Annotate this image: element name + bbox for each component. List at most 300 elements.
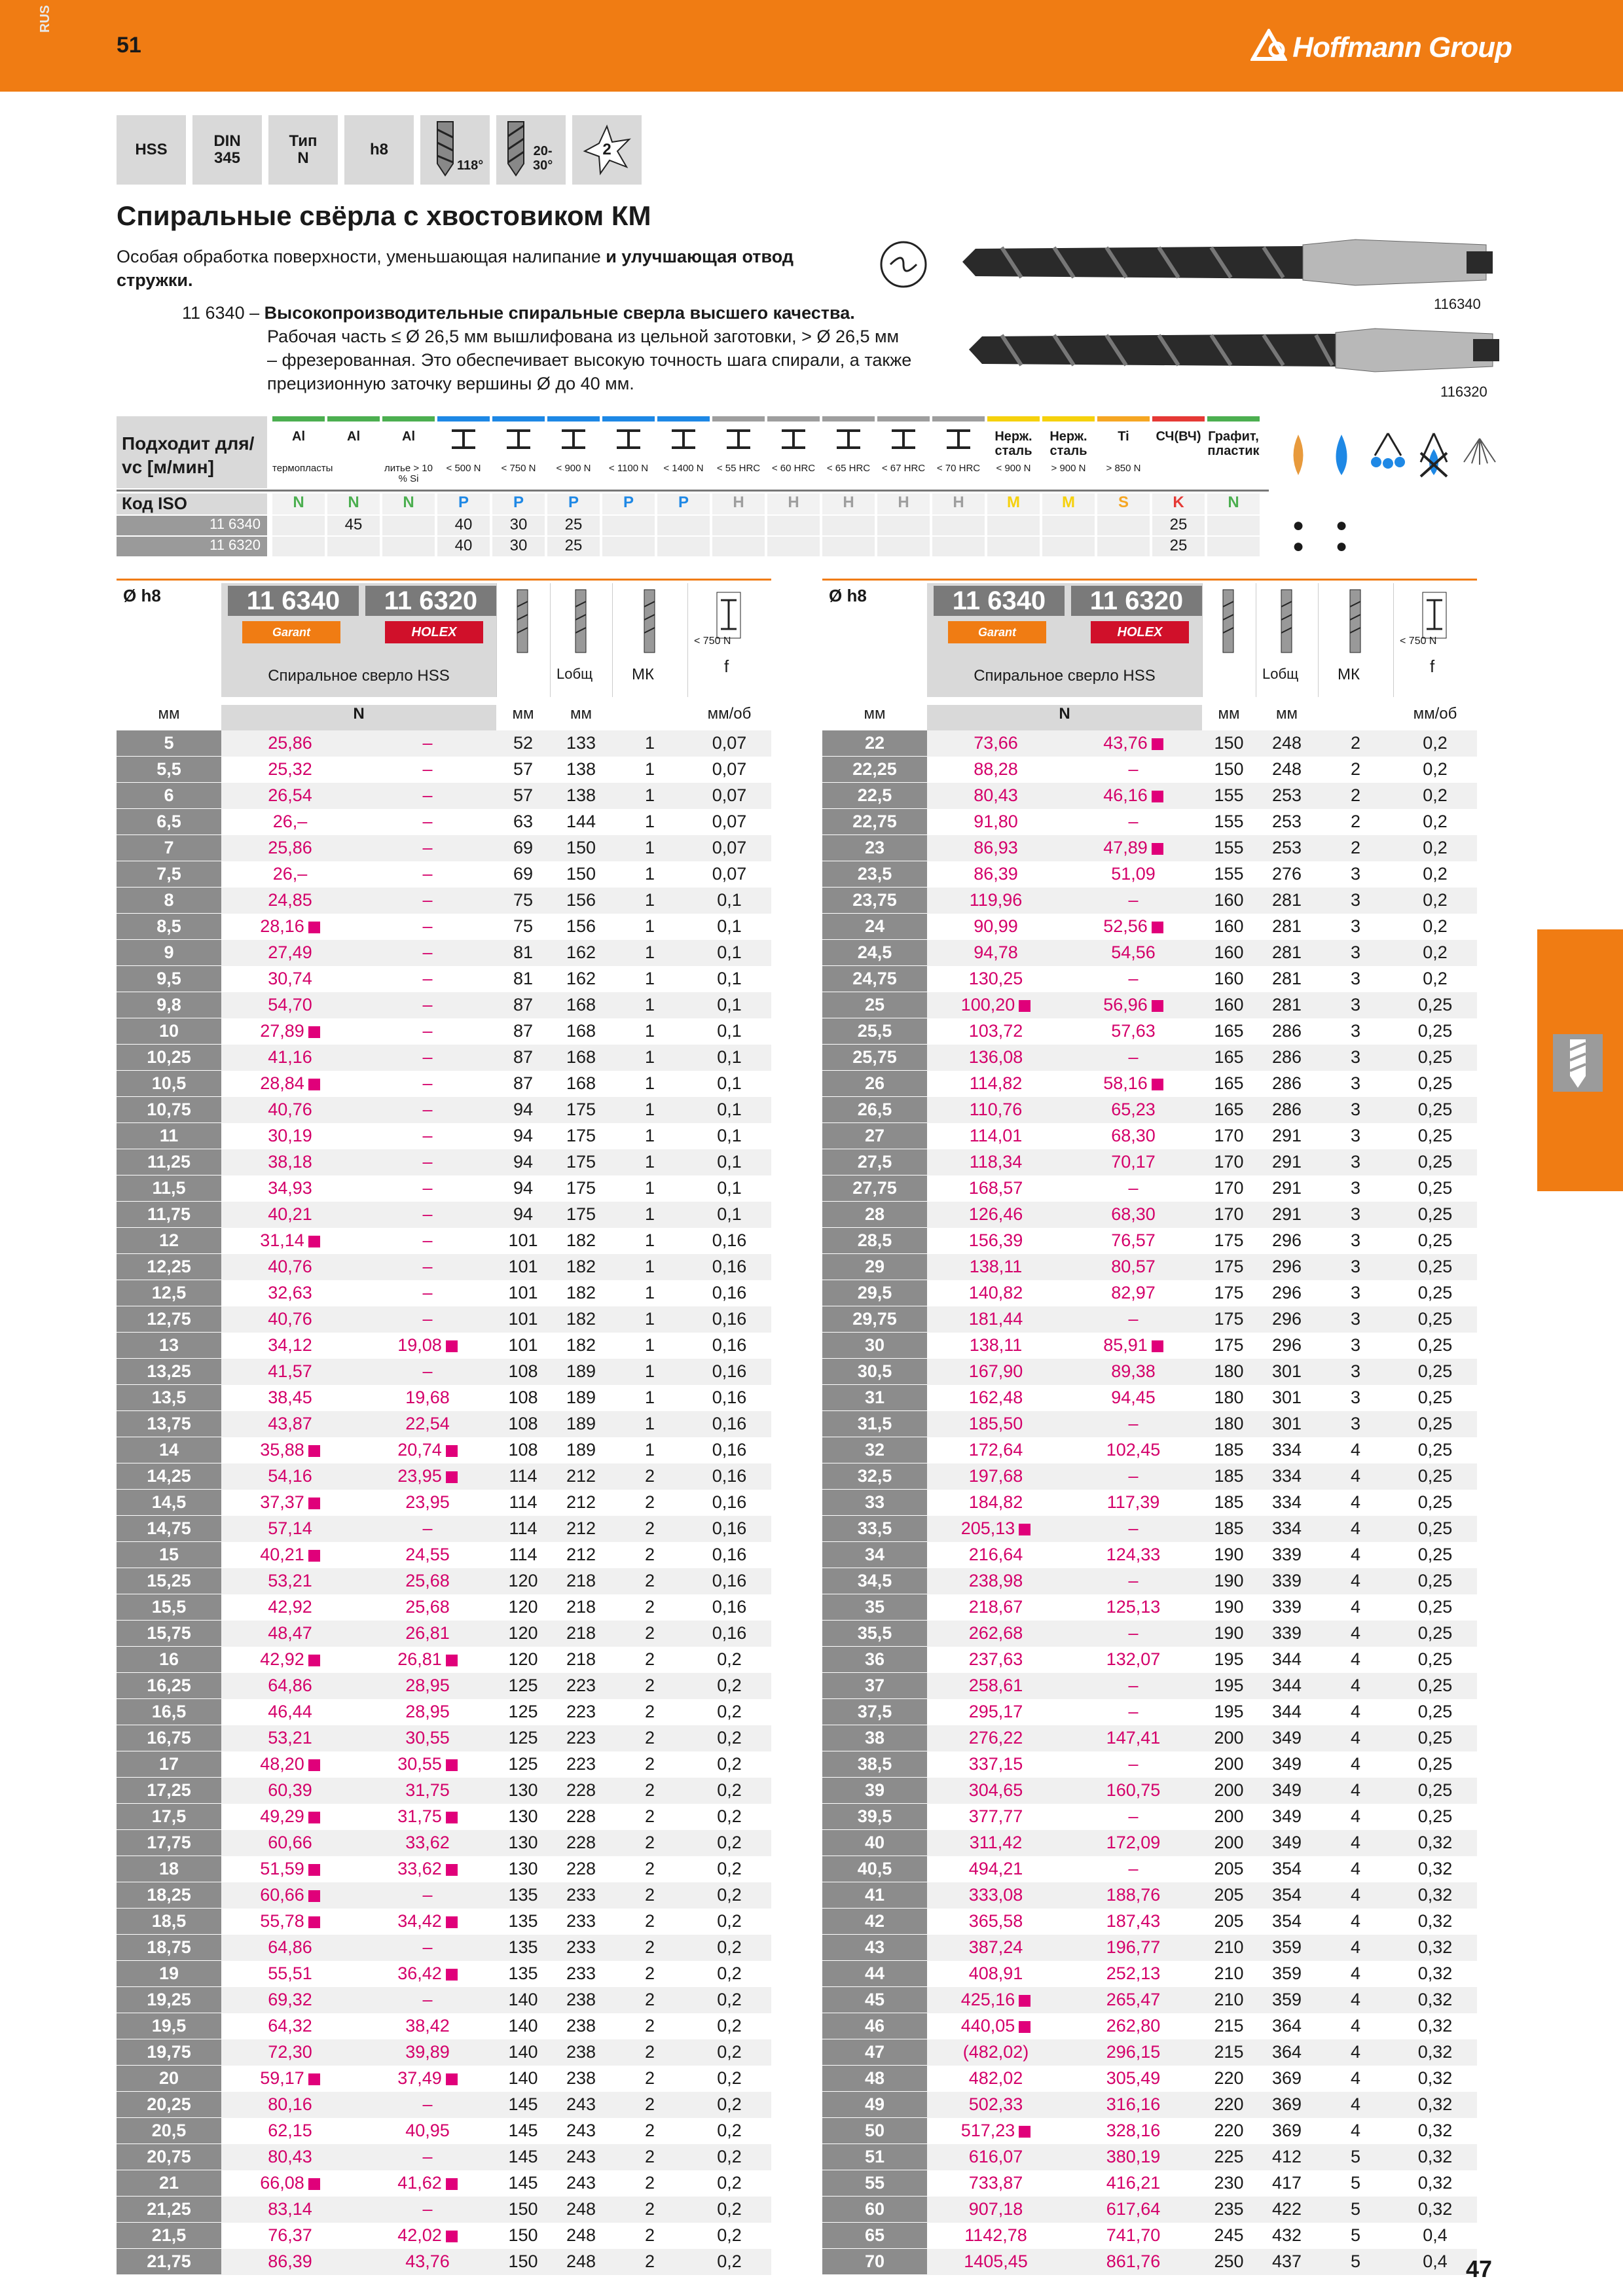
feed-cell <box>687 861 771 888</box>
overall-length-cell <box>550 2092 612 2118</box>
cell-text: 114,82 <box>969 1073 1023 1093</box>
cell-text: 23 <box>864 838 885 857</box>
morse-taper-cell <box>1318 2144 1393 2170</box>
diameter-cell <box>117 1359 221 1385</box>
price-116340-cell <box>927 1647 1065 1673</box>
cell-text: – <box>1128 1859 1139 1878</box>
diameter-cell <box>117 966 221 992</box>
cell-text: – <box>1128 1676 1139 1695</box>
cell-text: 22,75 <box>852 812 897 831</box>
cell-text: 2 <box>644 2147 655 2166</box>
cell-text: 175 <box>1214 1257 1244 1276</box>
cell-text: 387,24 <box>968 1937 1023 1957</box>
cell-text: 218 <box>566 1597 596 1617</box>
price-116320-cell <box>359 1490 496 1516</box>
cell-text: – <box>422 890 433 910</box>
price-116320-cell <box>359 809 496 835</box>
cell-text: 218 <box>566 1649 596 1669</box>
cell-text: 120 <box>508 1571 538 1590</box>
feed-cell <box>687 1751 771 1778</box>
price-116320-cell <box>359 1882 496 1909</box>
cell-text: 0,32 <box>1417 2199 1453 2219</box>
cell-text: 238 <box>566 2068 596 2088</box>
overall-length-cell <box>550 2013 612 2039</box>
cell-text: 18 <box>158 1859 179 1878</box>
cell-text: 245 <box>1214 2225 1244 2245</box>
cell-text: 238 <box>566 2042 596 2062</box>
cell-text: 23,95 <box>405 1492 450 1512</box>
flute-length-cell <box>496 914 550 940</box>
flute-length-cell <box>496 2066 550 2092</box>
price-116320-cell <box>359 861 496 888</box>
price-116320-cell <box>1065 1830 1202 1856</box>
cell-text: – <box>422 838 433 857</box>
cell-text: 130 <box>508 1833 538 1852</box>
morse-taper-cell <box>612 835 687 861</box>
flute-length-cell <box>496 1411 550 1437</box>
overall-length-cell <box>550 1228 612 1254</box>
flute-length-cell <box>496 1961 550 1987</box>
morse-taper-cell <box>612 2092 687 2118</box>
cell-text: 0,2 <box>717 2251 742 2271</box>
table-row <box>822 940 1477 966</box>
morse-taper-cell <box>1318 730 1393 757</box>
stock-marker-icon <box>308 1890 320 1902</box>
price-116340-cell <box>221 2249 359 2275</box>
feed-cell <box>1393 1306 1477 1333</box>
cell-text: 2 <box>644 1859 655 1878</box>
morse-taper-cell <box>1318 2066 1393 2092</box>
cell-text: 0,2 <box>1423 759 1448 779</box>
cell-text: 27,49 <box>268 942 312 962</box>
cell-text: 168,57 <box>968 1178 1023 1198</box>
table-row <box>117 2118 771 2144</box>
cell-text: 21 <box>158 2173 179 2193</box>
overall-length-cell <box>1256 1228 1318 1254</box>
cell-text: 19,25 <box>147 1990 191 2009</box>
morse-taper-cell <box>1318 1071 1393 1097</box>
feed-cell <box>1393 1882 1477 1909</box>
price-116320-cell <box>359 1778 496 1804</box>
cell-text: 87 <box>513 1021 534 1041</box>
price-116320-cell <box>1065 2197 1202 2223</box>
price-116340-cell <box>927 2118 1065 2144</box>
cell-text: 1 <box>644 942 655 962</box>
cell-text: 281 <box>1271 995 1302 1014</box>
cell-text: 0,16 <box>712 1283 747 1302</box>
price-116320-cell <box>1065 2066 1202 2092</box>
price-116320-cell <box>359 1909 496 1935</box>
drill-section-icon <box>1553 1034 1603 1092</box>
vc-value <box>767 537 820 556</box>
cell-text: – <box>1128 969 1139 988</box>
cell-text: 2 <box>644 2094 655 2114</box>
cell-text: 60,39 <box>268 1780 312 1800</box>
cell-text: 1142,78 <box>964 2225 1027 2245</box>
flute-length-cell <box>1202 1149 1256 1175</box>
cell-text: 182 <box>566 1230 596 1250</box>
stock-marker-icon <box>308 2073 320 2085</box>
cell-text: 3 <box>1350 1204 1361 1224</box>
cell-text: 1 <box>644 916 655 936</box>
table-row <box>822 2144 1477 2170</box>
cell-text: 160 <box>1214 916 1244 936</box>
cell-text: 156 <box>566 916 596 936</box>
flute-length-cell <box>496 1699 550 1725</box>
cell-text: 0,25 <box>1417 1073 1453 1093</box>
feed-cell <box>687 1228 771 1254</box>
vc-value <box>382 516 435 535</box>
cell-text: 200 <box>1214 1806 1244 1826</box>
cell-text: 138 <box>566 759 596 779</box>
cell-text: 43,76 <box>1103 733 1148 753</box>
table-row <box>117 914 771 940</box>
morse-taper-cell <box>612 1594 687 1621</box>
vc-value: 30 <box>492 516 545 535</box>
price-116340-cell <box>927 1699 1065 1725</box>
feed-cell <box>687 1856 771 1882</box>
cell-text: 4 <box>1350 1911 1361 1931</box>
table-row <box>822 1411 1477 1437</box>
overall-length-cell <box>1256 757 1318 783</box>
feed-cell <box>687 2197 771 2223</box>
feed-cell <box>1393 1385 1477 1411</box>
brand-name: Hoffmann Group <box>1292 31 1512 63</box>
morse-taper-cell <box>612 1830 687 1856</box>
holex-logo: HOLEX <box>1091 621 1189 643</box>
iso-code: M <box>1042 493 1095 514</box>
cell-text: 1 <box>644 1414 655 1433</box>
cell-text: 1 <box>644 1178 655 1198</box>
flute-length-cell <box>1202 2249 1256 2275</box>
steel-profile-icon <box>889 428 918 450</box>
cell-text: 0,16 <box>712 1597 747 1617</box>
flute-length-cell <box>496 1280 550 1306</box>
table-row <box>822 914 1477 940</box>
flute-length-cell <box>496 1123 550 1149</box>
cell-text: 125 <box>508 1676 538 1695</box>
flute-length-cell <box>496 1463 550 1490</box>
overall-length-cell <box>1256 1385 1318 1411</box>
price-116320-cell <box>1065 1882 1202 1909</box>
mk-label: МК <box>1338 666 1360 683</box>
cell-text: 24,55 <box>405 1545 450 1564</box>
vc-value <box>1207 537 1260 556</box>
cell-text: 4 <box>1350 1833 1361 1852</box>
cell-text: 233 <box>566 1885 596 1905</box>
morse-taper-cell <box>1318 1123 1393 1149</box>
cell-text: 0,32 <box>1417 1911 1453 1931</box>
price-116320-cell <box>359 966 496 992</box>
cell-text: 339 <box>1271 1597 1302 1617</box>
cell-text: 140 <box>508 2042 538 2062</box>
flute-length-cell <box>1202 835 1256 861</box>
matrix-col-subtitle: < 900 N <box>996 463 1031 474</box>
diameter-cell <box>117 2170 221 2197</box>
cell-text: 233 <box>566 1937 596 1957</box>
morse-taper-cell <box>1318 1935 1393 1961</box>
price-116320-cell <box>1065 1359 1202 1385</box>
cell-text: 7,5 <box>156 864 181 884</box>
cell-text: 185 <box>1214 1518 1244 1538</box>
cell-text: 304,65 <box>968 1780 1023 1800</box>
overall-length-icon <box>568 587 594 659</box>
cell-text: 175 <box>1214 1309 1244 1329</box>
morse-taper-cell <box>612 1516 687 1542</box>
cell-text: 0,25 <box>1417 1440 1453 1460</box>
table-row <box>822 2249 1477 2275</box>
cell-text: 0,16 <box>712 1361 747 1381</box>
cell-text: 53,21 <box>268 1571 312 1590</box>
cell-text: 138,11 <box>969 1335 1023 1355</box>
cell-text: 185 <box>1214 1440 1244 1460</box>
price-116320-cell <box>359 1333 496 1359</box>
cell-text: 57,63 <box>1111 1021 1156 1041</box>
cell-text: 3 <box>1350 1126 1361 1145</box>
diameter-cell <box>117 2144 221 2170</box>
overall-length-cell <box>1256 730 1318 757</box>
price-116340-cell <box>927 1202 1065 1228</box>
diameter-cell <box>117 1987 221 2013</box>
cell-text: 38,42 <box>405 2016 450 2036</box>
cell-text: – <box>422 812 433 831</box>
matrix-label-top: Подходит для/ <box>122 433 255 454</box>
coolant-dot: ● <box>1336 514 1348 536</box>
cell-text: 125 <box>508 1728 538 1748</box>
table-row <box>822 1097 1477 1123</box>
iso-code: N <box>1207 493 1260 514</box>
cell-text: 57 <box>513 759 534 779</box>
morse-taper-cell <box>612 2223 687 2249</box>
cell-text: 1 <box>644 1204 655 1224</box>
cell-text: 2 <box>644 1937 655 1957</box>
price-116340-cell <box>927 1463 1065 1490</box>
cell-text: 212 <box>566 1545 596 1564</box>
cell-text: 168 <box>566 1021 596 1041</box>
cell-text: 3 <box>1350 969 1361 988</box>
morse-taper-cell <box>612 783 687 809</box>
cell-text: 52,56 <box>1103 916 1148 936</box>
cell-text: 0,25 <box>1417 1257 1453 1276</box>
cell-text: 16 <box>158 1649 179 1669</box>
table-row <box>822 1254 1477 1280</box>
cell-text: 733,87 <box>968 2173 1023 2193</box>
price-116340-cell <box>221 1699 359 1725</box>
flute-length-cell <box>496 1725 550 1751</box>
stock-marker-icon <box>1152 791 1163 802</box>
flute-length-cell <box>1202 966 1256 992</box>
cell-text: 0,16 <box>712 1623 747 1643</box>
matrix-col-subtitle: < 1400 N <box>663 463 704 474</box>
flute-length-cell <box>1202 2013 1256 2039</box>
cell-text: 189 <box>566 1388 596 1407</box>
flute-length-cell <box>496 1097 550 1123</box>
cell-text: 25,5 <box>857 1021 892 1041</box>
cell-text: 150 <box>508 2225 538 2245</box>
cell-text: 369 <box>1271 2068 1302 2088</box>
morse-taper-cell <box>1318 1175 1393 1202</box>
steel-profile-icon <box>944 428 973 450</box>
price-116340-cell <box>927 1228 1065 1254</box>
unit-len: мм <box>512 705 534 723</box>
cell-text: 200 <box>1214 1728 1244 1748</box>
price-116340-cell <box>927 1333 1065 1359</box>
price-116320-cell <box>359 1647 496 1673</box>
cell-text: 87 <box>513 1073 534 1093</box>
cell-text: 18,5 <box>151 1911 187 1931</box>
table-row <box>822 1018 1477 1045</box>
matrix-label-vc: vc [м/мин] <box>122 457 214 477</box>
cell-text: 30,74 <box>268 969 312 988</box>
feed-cell <box>687 1175 771 1202</box>
iso-label: Код ISO <box>117 493 267 514</box>
cell-text: 101 <box>508 1309 538 1329</box>
cell-text: 248 <box>1271 759 1302 779</box>
morse-taper-cell <box>1318 1306 1393 1333</box>
matrix-col-colorbar <box>1152 416 1205 422</box>
table-row <box>117 992 771 1018</box>
cell-text: 0,2 <box>1423 838 1448 857</box>
table-row <box>117 1778 771 1804</box>
price-116340-cell <box>927 888 1065 914</box>
cell-text: 11,25 <box>147 1152 191 1172</box>
overall-length-cell <box>550 1045 612 1071</box>
overall-length-cell <box>1256 1306 1318 1333</box>
feed-cell <box>1393 1228 1477 1254</box>
matrix-col-colorbar <box>712 416 765 422</box>
price-116340-cell <box>927 2066 1065 2092</box>
morse-taper-cell <box>612 1935 687 1961</box>
diameter-cell <box>822 1411 927 1437</box>
cell-text: 301 <box>1271 1414 1302 1433</box>
price-116320-cell <box>1065 1149 1202 1175</box>
cell-text: 2 <box>644 2251 655 2271</box>
morse-taper-cell <box>612 1280 687 1306</box>
cell-text: 22,25 <box>852 759 897 779</box>
cell-text: 26,81 <box>397 1649 442 1669</box>
cell-text: – <box>422 1990 433 2009</box>
price-116340-cell <box>927 1882 1065 1909</box>
price-116320-cell <box>1065 1490 1202 1516</box>
price-116320-cell <box>359 2118 496 2144</box>
cell-text: 30,55 <box>405 1728 450 1748</box>
badge-hss: HSS <box>117 115 186 185</box>
diameter-cell <box>822 1175 927 1202</box>
diameter-cell <box>822 1385 927 1411</box>
cell-text: 12,25 <box>147 1257 191 1276</box>
cell-text: 0,25 <box>1417 1152 1453 1172</box>
cell-text: 3 <box>1350 1257 1361 1276</box>
overall-length-cell <box>550 1175 612 1202</box>
table-row <box>822 1333 1477 1359</box>
morse-taper-cell <box>612 1725 687 1751</box>
cell-text: 0,25 <box>1417 1414 1453 1433</box>
cell-text: 85,91 <box>1103 1335 1148 1355</box>
cell-text: 250 <box>1214 2251 1244 2271</box>
price-116340-cell <box>221 1647 359 1673</box>
cell-text: 210 <box>1214 1990 1244 2009</box>
overall-length-cell <box>550 1673 612 1699</box>
stock-marker-icon <box>308 1445 320 1457</box>
cell-text: 0,2 <box>717 1964 742 1983</box>
price-116320-cell <box>359 1751 496 1778</box>
stock-marker-icon <box>308 1236 320 1247</box>
diameter-cell <box>822 1018 927 1045</box>
diameter-cell <box>822 2013 927 2039</box>
table-row <box>117 1045 771 1071</box>
cell-text: 30,5 <box>857 1361 892 1381</box>
description: 11 6340 – Высокопроизводительные спиральные сверла высшего качества. Рабочая часть ≤ Ø 26,5 мм вышлифована из цельной заготовки, > Ø 26,5 мм – фрезерованная. Это обеспечивает высокую точность шага спирали, а также прецизионную заточку вершины Ø до 40 мм. <box>182 303 912 393</box>
cell-text: 175 <box>566 1178 596 1198</box>
feed-cell <box>1393 1935 1477 1961</box>
coolant-dot: ● <box>1292 535 1305 557</box>
price-116340-cell <box>221 1516 359 1542</box>
overall-length-cell <box>550 966 612 992</box>
price-116340-cell <box>221 1411 359 1437</box>
cell-text: 0,07 <box>712 838 747 857</box>
feed-cell <box>1393 2066 1477 2092</box>
cell-text: 22,54 <box>405 1414 450 1433</box>
price-116320-cell <box>359 757 496 783</box>
cell-text: 43,87 <box>268 1414 312 1433</box>
matrix-col-title: Al <box>292 429 305 444</box>
morse-taper-cell <box>1318 1725 1393 1751</box>
price-116320-cell <box>1065 992 1202 1018</box>
feed-cell <box>1393 1254 1477 1280</box>
overall-length-cell <box>1256 1280 1318 1306</box>
cell-text: 3 <box>1350 1414 1361 1433</box>
table-row <box>822 1882 1477 1909</box>
vc-value <box>272 537 325 556</box>
cell-text: 1 <box>644 1335 655 1355</box>
price-116320-cell <box>359 1961 496 1987</box>
cell-text: 238,98 <box>968 1571 1023 1590</box>
cell-text: 25,32 <box>268 759 312 779</box>
price-116320-cell <box>1065 1856 1202 1882</box>
cell-text: 28,16 <box>260 916 304 936</box>
price-116340-cell <box>927 809 1065 835</box>
cell-text: 265,47 <box>1106 1990 1161 2009</box>
cell-text: 3 <box>1350 1335 1361 1355</box>
flute-length-cell <box>1202 1987 1256 2013</box>
price-116340-cell <box>927 1175 1065 1202</box>
flute-length-cell <box>1202 1254 1256 1280</box>
cell-text: 517,23 <box>960 2121 1015 2140</box>
diameter-cell <box>822 1778 927 1804</box>
vc-value <box>822 516 875 535</box>
price-116340-cell <box>221 1673 359 1699</box>
flute-length-cell <box>496 2170 550 2197</box>
cell-text: 0,2 <box>717 1833 742 1852</box>
overall-length-cell <box>550 1961 612 1987</box>
cell-text: 150 <box>508 2251 538 2271</box>
price-116320-cell <box>359 888 496 914</box>
cell-text: 1 <box>644 1257 655 1276</box>
iso-code: H <box>712 493 765 514</box>
cell-text: 69 <box>513 838 534 857</box>
price-116320-cell <box>1065 1725 1202 1751</box>
morse-taper-cell <box>612 1463 687 1490</box>
cell-text: 144 <box>566 812 596 831</box>
cell-text: 262,68 <box>968 1623 1023 1643</box>
feed-cell <box>1393 966 1477 992</box>
steel-profile-icon <box>614 428 643 450</box>
price-116340-cell <box>927 1490 1065 1516</box>
cell-text: 2 <box>644 1676 655 1695</box>
price-116340-cell <box>927 1045 1065 1071</box>
iso-code: P <box>437 493 490 514</box>
flute-length-cell <box>1202 757 1256 783</box>
